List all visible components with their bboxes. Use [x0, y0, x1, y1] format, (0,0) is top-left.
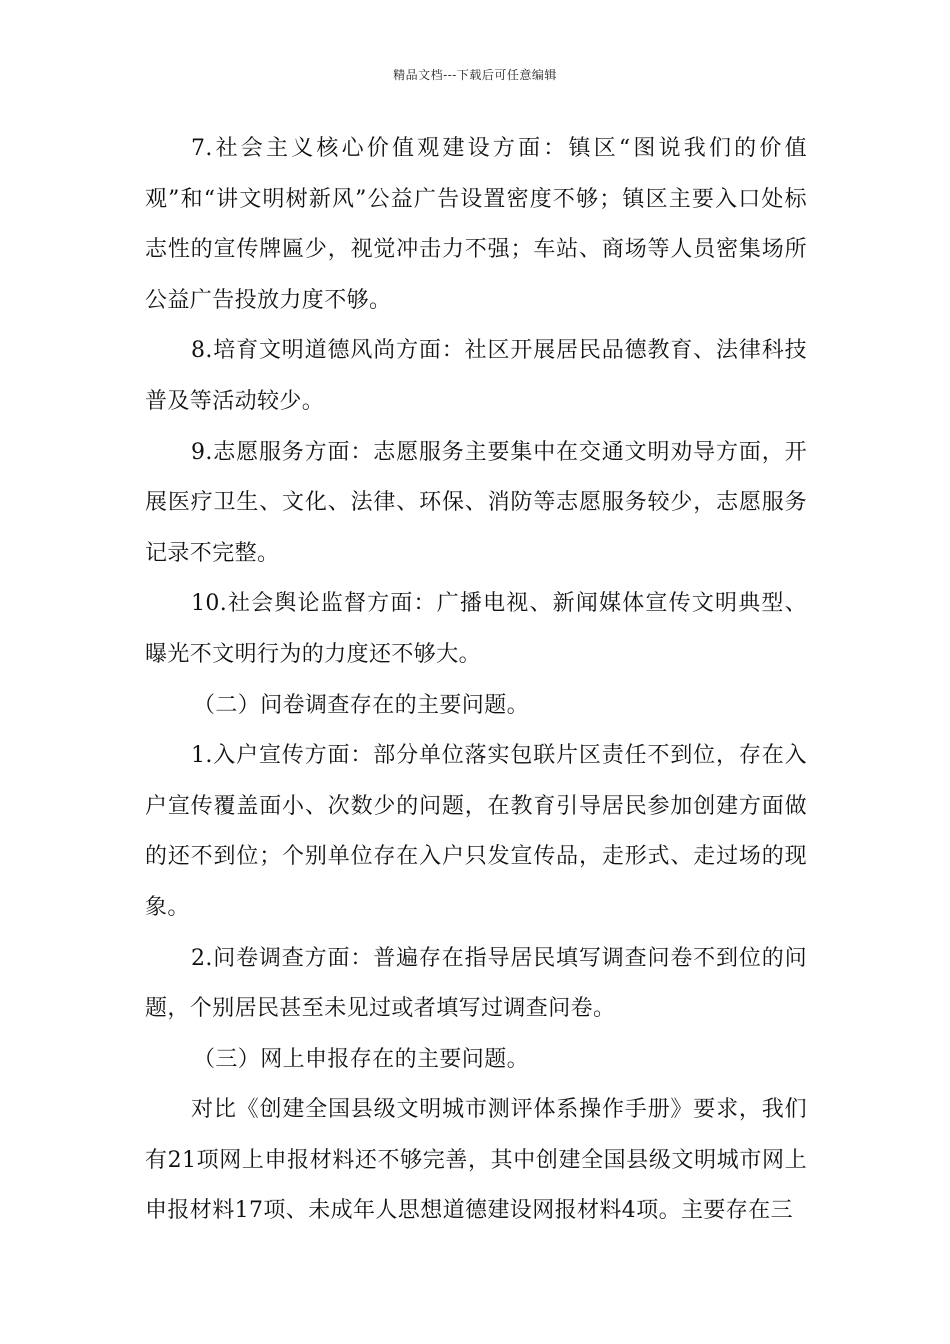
paragraph-item-7: 7.社会主义核心价值观建设方面：镇区“图说我们的价值观”和“讲文明树新风”公益广告设置密度不够；镇区主要入口处标志性的宣传牌匾少，视觉冲击力不强；车站、商场等人员密集场所公益广告投放力度不够。 — [145, 136, 807, 313]
section-heading-3: （三）网上申报存在的主要问题。 — [193, 1046, 530, 1072]
paragraph-item-1: 1.入户宣传方面：部分单位落实包联片区责任不到位，存在入户宣传覆盖面小、次数少的问题，在教育引导居民参加创建方面做的还不到位；个别单位存在入户只发宣传品，走形式、走过场的现象。 — [145, 743, 807, 920]
page-header: 精品文档---下载后可任意编辑 — [393, 68, 557, 82]
paragraph-item-8: 8.培育文明道德风尚方面：社区开展居民品德教育、法律科技普及等活动较少。 — [145, 338, 807, 414]
paragraph-item-2: 2.问卷调查方面：普遍存在指导居民填写调查问卷不到位的问题，个别居民甚至未见过或者填写过调查问卷。 — [145, 945, 807, 1022]
paragraph-item-10: 10.社会舆论监督方面：广播电视、新闻媒体宣传文明典型、曝光不文明行为的力度还不够大。 — [145, 591, 807, 667]
paragraph-item-9: 9.志愿服务方面：志愿服务主要集中在交通文明劝导方面，开展医疗卫生、文化、法律、环保、消防等志愿服务较少，志愿服务记录不完整。 — [145, 439, 807, 566]
paragraph-online-report: 对比《创建全国县级文明城市测评体系操作手册》要求，我们有21项网上申报材料还不够完善，其中创建全国县级文明城市网上申报材料17项、未成年人思想道德建设网报材料4项。主要存在三 — [145, 1097, 807, 1224]
document-body — [145, 124, 807, 1237]
section-heading-2: （二）问卷调查存在的主要问题。 — [193, 692, 530, 718]
